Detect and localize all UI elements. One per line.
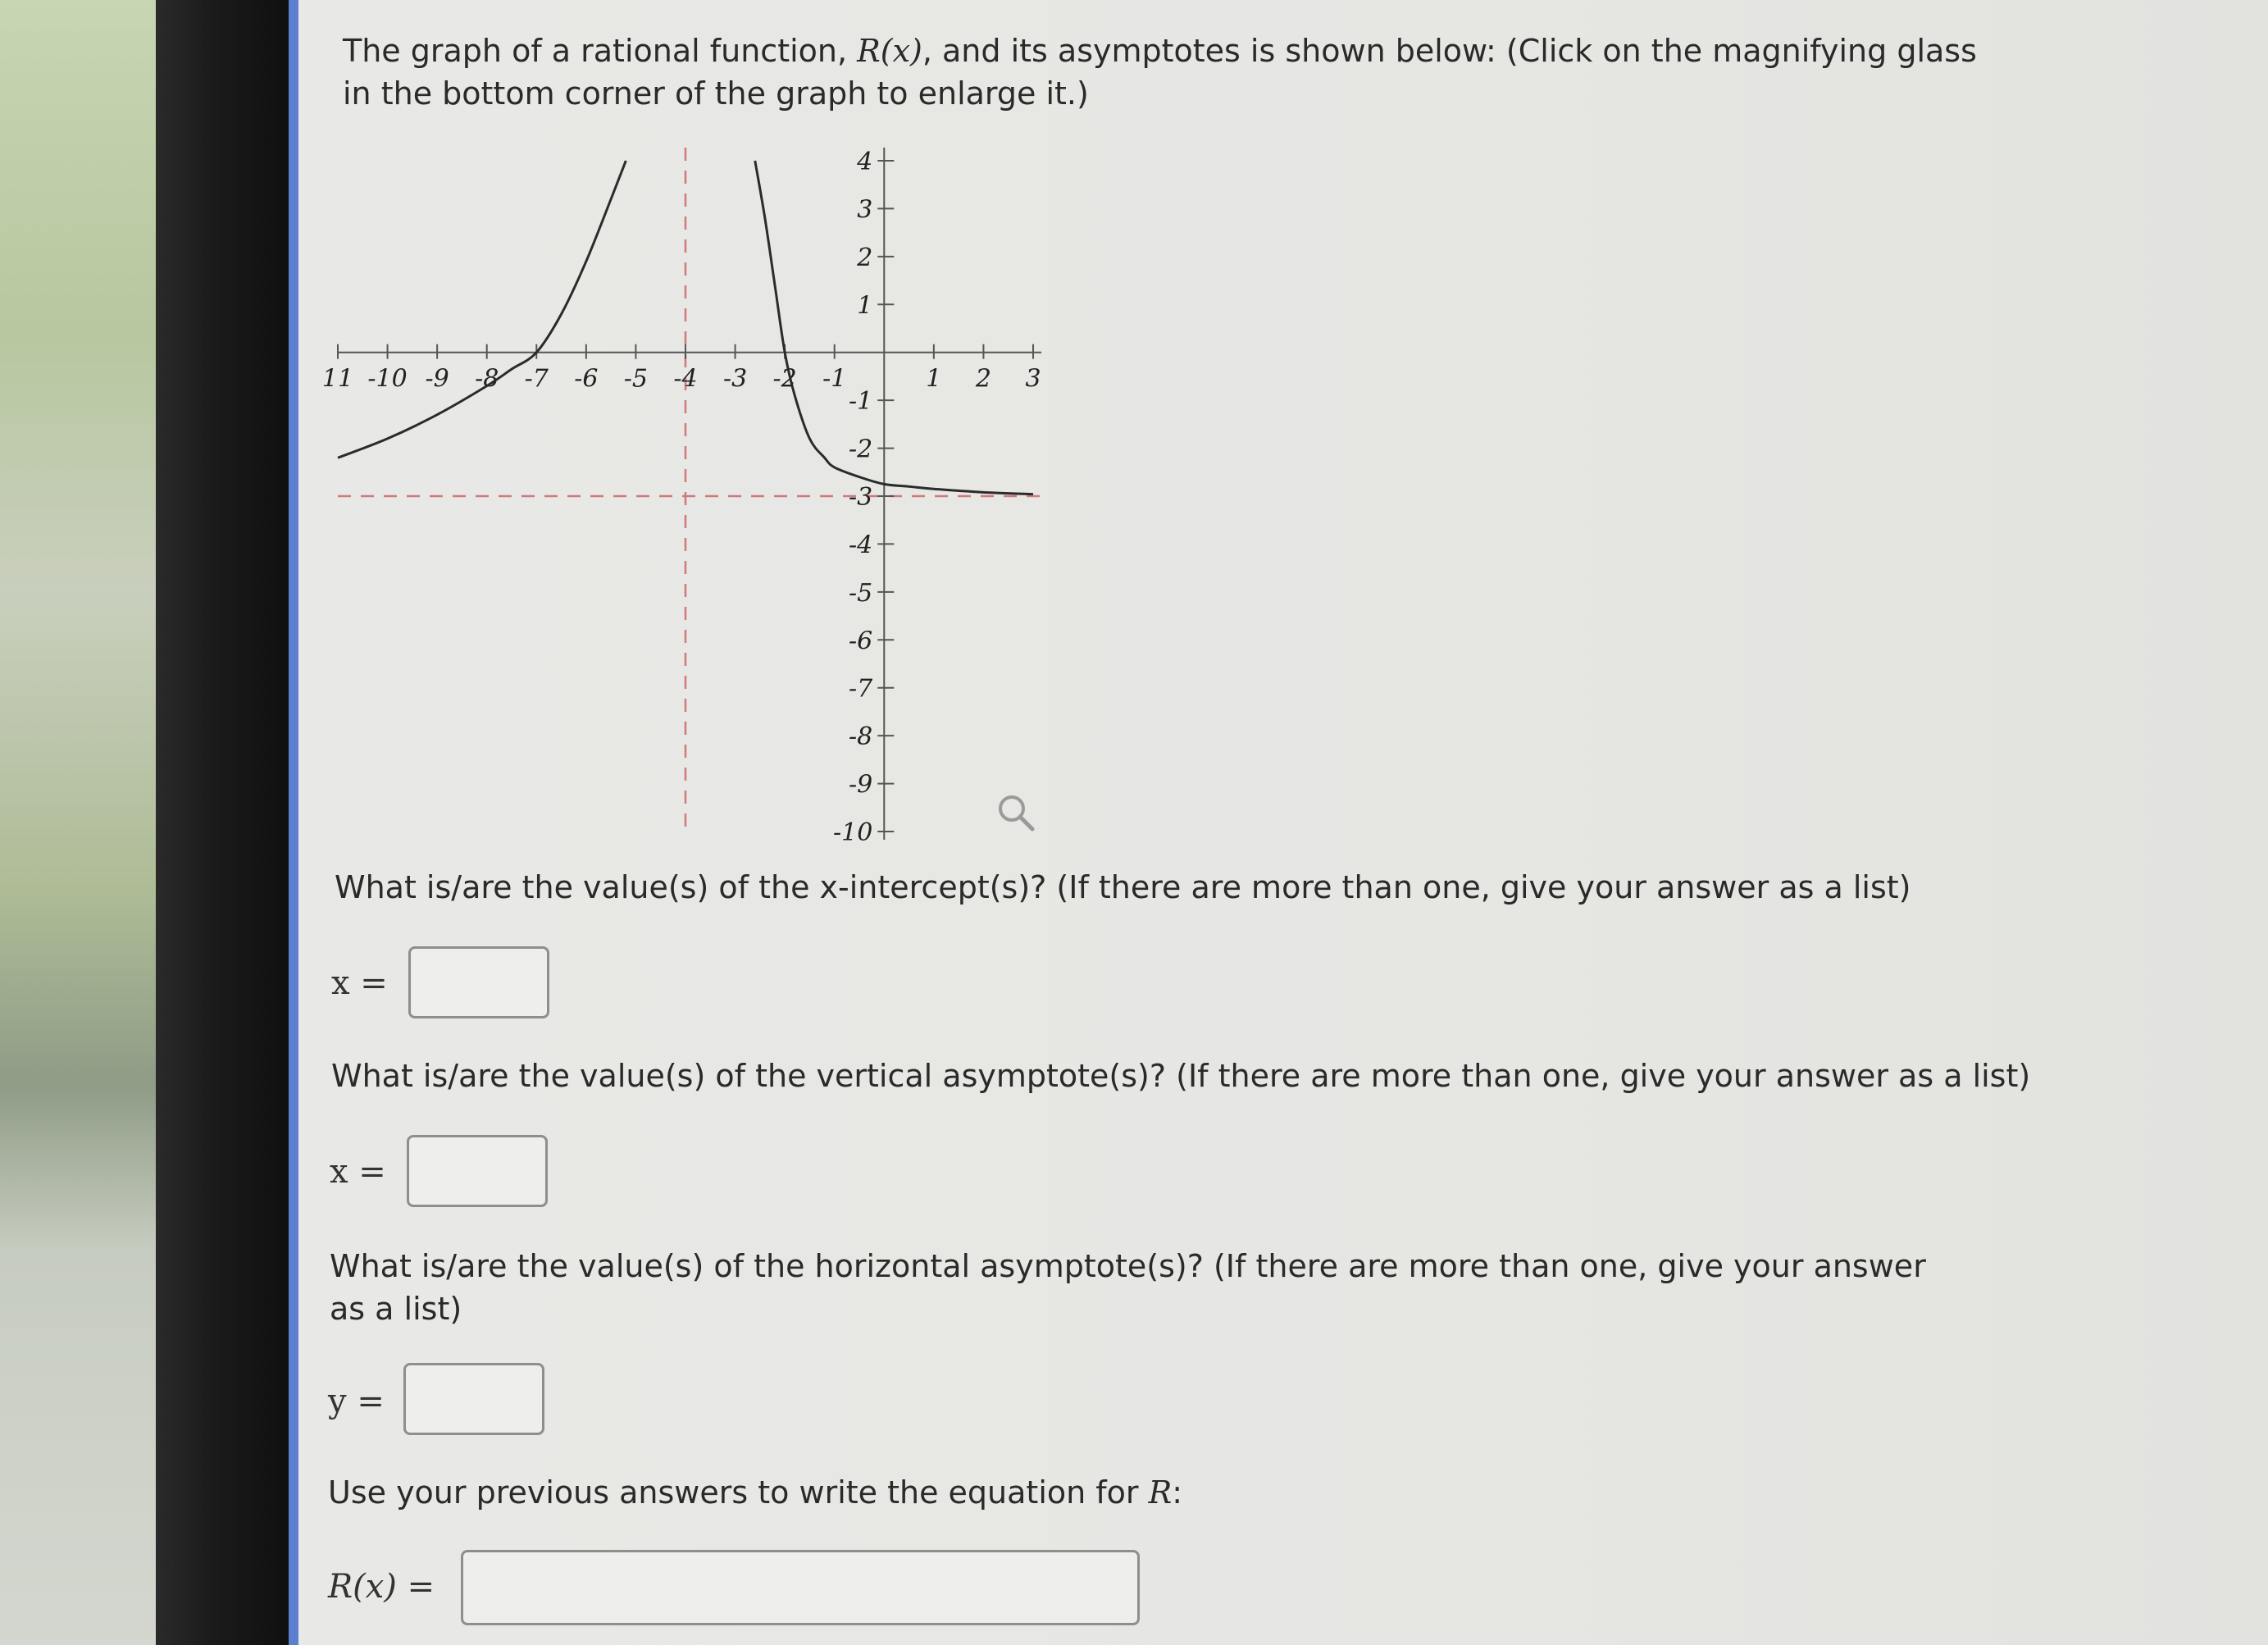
equation-label: R(x) = [328,1568,435,1606]
y-tick-label: -2 [849,435,873,464]
horizontal-asymptote-label: y = [328,1383,385,1420]
intro-text-1: The graph of a rational function, [343,33,858,69]
y-tick-label: 4 [857,148,873,176]
equation-question [328,1471,1968,1514]
question-intro [343,30,1983,115]
x-intercept-question: What is/are the value(s) of the x-intercept(s)? (If there are more than one, give your answer as a list) [335,869,1911,905]
x-tick-label: 3 [1025,364,1041,394]
y-tick-label: 1 [857,291,873,321]
screen-bezel [156,0,291,1645]
vertical-asymptote-label: x = [330,1153,386,1191]
y-tick-label: -6 [849,627,873,656]
asymptote-layer [338,148,1041,836]
equation-question-colon: : [1172,1474,1183,1511]
x-tick-label: 1 [926,364,942,394]
vertical-asymptote-question: What is/are the value(s) of the vertical asymptote(s)? (If there are more than one, give your answer as a list) [331,1058,2031,1094]
x-tick-label: -1 [822,364,847,394]
x-tick-label: -2 [772,364,797,394]
axes-layer [338,148,1041,840]
curve-left-branch [338,161,626,458]
y-tick-label: -5 [849,578,873,608]
x-tick-label: -5 [623,364,649,394]
x-intercept-input[interactable] [408,946,549,1018]
y-tick-label: -9 [849,770,873,800]
equation-input[interactable] [461,1550,1140,1625]
x-tick-label: -3 [722,364,748,394]
horizontal-asymptote-input[interactable] [403,1363,544,1435]
y-tick-label: 2 [857,243,873,272]
background-photo [0,0,164,1645]
vertical-asymptote-input[interactable] [407,1135,548,1207]
y-tick-label: -8 [849,722,873,752]
intro-text-2: , and its asymptotes is shown below: (Click on the magnifying glass in the bottom corner of the graph to enlarge it.) [343,33,1977,112]
y-tick-label: -4 [849,531,873,560]
x-tick-label: 2 [975,364,991,394]
x-tick-label: 11 [321,364,354,394]
x-tick-label: -8 [475,364,499,394]
question-page [298,0,2268,1645]
x-tick-label: -10 [367,364,408,394]
x-tick-label: -7 [524,364,549,394]
equation-function-name: R [1148,1474,1173,1511]
x-tick-label: -6 [574,364,599,394]
curve-layer [338,161,1033,494]
window-edge [289,0,298,1645]
x-tick-label: -9 [425,364,449,394]
magnifying-glass-icon[interactable] [995,792,1036,836]
y-tick-label: -10 [832,818,873,847]
ticks-layer [322,148,1041,847]
y-tick-label: -1 [849,387,873,417]
y-tick-label: -7 [849,674,873,704]
x-intercept-label: x = [331,964,388,1002]
rational-function-graph [321,139,1051,847]
y-tick-label: -3 [849,483,873,512]
horizontal-asymptote-question: What is/are the value(s) of the horizontal asymptote(s)? (If there are more than one, give your answer as a list) [330,1248,1926,1327]
curve-right-branch [755,161,1033,494]
intro-function-name: R(x) [857,33,922,69]
x-tick-label: -4 [673,364,698,394]
equation-question-text: Use your previous answers to write the equation for [328,1474,1149,1511]
y-tick-label: 3 [857,195,873,225]
